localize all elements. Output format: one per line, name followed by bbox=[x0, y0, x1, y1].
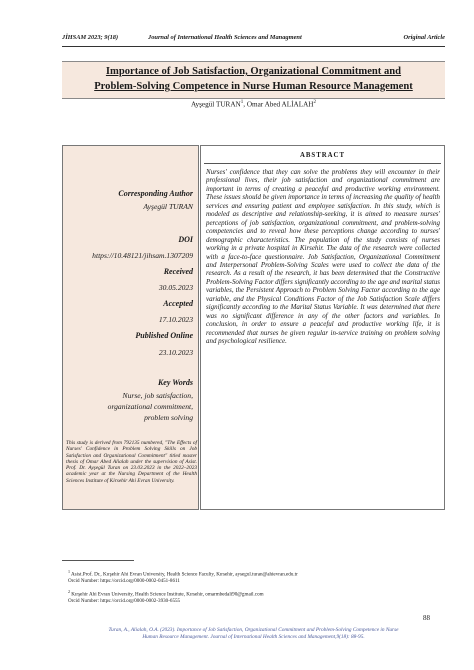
header-rule bbox=[62, 46, 445, 47]
abstract-text: Nurses' confidence that they can solve the problems they will encounter in their professional lives, their job satisfaction and organizational commitment are important in terms of creating a peaceful and productive working environment. These issues should be given importance in terms of increasing the quality of health services and ensuring patient and employee satisfaction. In this study, which is modeled as descriptive and relationship-seeking, it is aimed to measure nurses' perceptions of job satisfaction, organizational commitment, and problem-solving competencies and to reveal how these perceptions change according to nurses' demographic characteristics. The population of the study consists of nurses working in a private hospital in Kirsehir. The data of the research were collected with a face-to-face questionnaire. Job Satisfaction, Organizational Commitment and Interpersonal Problem-Solving Scales were used to collect the data of the research. As a result of the research, it has been determined that the Constructive Problem-Solving Factor differs significantly according to the age and marital status variables, the Persistent Approach to Problem Solving Factor according to the age variable, and the Physical Conditions Factor of the Job Satisfaction Scale differs significantly according to the Marital Status Variable. It was determined that there was no significant difference in any of the other factors and variables. In conclusion, in order to ensure a peaceful and productive working life, it is recommended that nurses be given regular in-service training on problem solving and psychological resilience. bbox=[206, 168, 440, 346]
footnote-affiliation: Asist.Prof. Dr., Kırşehir Ahi Evran University, Health Science Faculty, Kırsehir, aysegul.turan@ahievran.edu.tr bbox=[71, 571, 298, 578]
journal-volume-label: JİHSAM 2023; 9(18) bbox=[62, 34, 119, 41]
footnote-orcid[interactable]: Orcid Number: https://orcid.org/0000-0002-0451-8611 bbox=[68, 578, 180, 585]
corresponding-author-name: Ayşegül TURAN bbox=[143, 202, 193, 211]
citation-line-2: Human Resource Management. Journal of International Health Sciences and Management,9(18): 88-95. bbox=[142, 633, 365, 640]
received-label: Received bbox=[163, 267, 193, 276]
abstract-rule bbox=[204, 163, 441, 164]
article-type-label: Original Article bbox=[403, 34, 445, 41]
author-separator: , bbox=[243, 100, 247, 109]
author-affiliation-mark: 1 bbox=[240, 100, 244, 105]
article-title bbox=[62, 64, 445, 94]
accepted-date: 17.10.2023 bbox=[158, 315, 193, 324]
footnote-mark: 1 bbox=[68, 569, 70, 574]
author-list bbox=[62, 100, 445, 108]
thesis-note: This study is derived from 792135 numbered, "The Effects of Nurses' Confidence in Problem Solving Skills on Job Satisfaction and Organizational Commitment" titled master thesis of Omar Abed Alialah under the supervision of Asist. Prof. Dr. Ayşegül Turan on 23.03.2023 in the 2022–2023 academic year at the Nursing Department of the Health Sciences Institute of Kirsehir Ahi Evran University. bbox=[66, 440, 197, 484]
keywords-line: Nurse, job satisfaction, bbox=[122, 391, 193, 400]
page-number: 88 bbox=[423, 614, 430, 622]
citation bbox=[62, 627, 445, 640]
keywords-line: problem solving bbox=[144, 413, 193, 422]
footnote-2 bbox=[68, 589, 264, 605]
title-line-1: Importance of Job Satisfaction, Organizational Commitment and bbox=[105, 66, 402, 77]
doi-label: DOI bbox=[178, 235, 193, 244]
abstract-heading: ABSTRACT bbox=[299, 152, 345, 159]
doi-link[interactable]: https://10.48121/jihsam.1307209 bbox=[92, 251, 193, 260]
received-date: 30.05.2023 bbox=[158, 283, 193, 292]
author-name: Omar Abed ALİALAH bbox=[246, 100, 314, 109]
title-line-2: Problem-Solving Competence in Nurse Human Resource Management bbox=[94, 81, 413, 92]
footnote-orcid[interactable]: Orcid Number: https://orcid.org/0000-0002-3930-6555 bbox=[68, 598, 181, 605]
keywords-label: Key Words bbox=[157, 378, 193, 387]
corresponding-author-label: Corresponding Author bbox=[118, 189, 193, 198]
journal-name: Journal of International Health Sciences and Managment bbox=[148, 34, 302, 41]
keywords-line: organizational commitment, bbox=[107, 402, 193, 411]
footnote-affiliation: Kırşehir Ahi Evran University, Health Science Institute, Kırsehir, omarmbedali90@gmail.com bbox=[71, 591, 264, 598]
published-label: Published Online bbox=[135, 331, 193, 340]
footnote-rule bbox=[62, 560, 134, 561]
author-affiliation-mark: 2 bbox=[313, 100, 316, 105]
citation-line-1: Turan, A., Alialah, O.A. (2023). Importance of Job Satisfaction, Organizational Commitment and Problem-Solving Competence in Nurse bbox=[108, 627, 399, 633]
author-name: Ayşegül TURAN bbox=[191, 100, 241, 109]
footnote-1 bbox=[68, 569, 298, 585]
footnote-mark: 2 bbox=[68, 589, 70, 594]
published-date: 23.10.2023 bbox=[158, 348, 193, 357]
accepted-label: Accepted bbox=[163, 299, 193, 308]
